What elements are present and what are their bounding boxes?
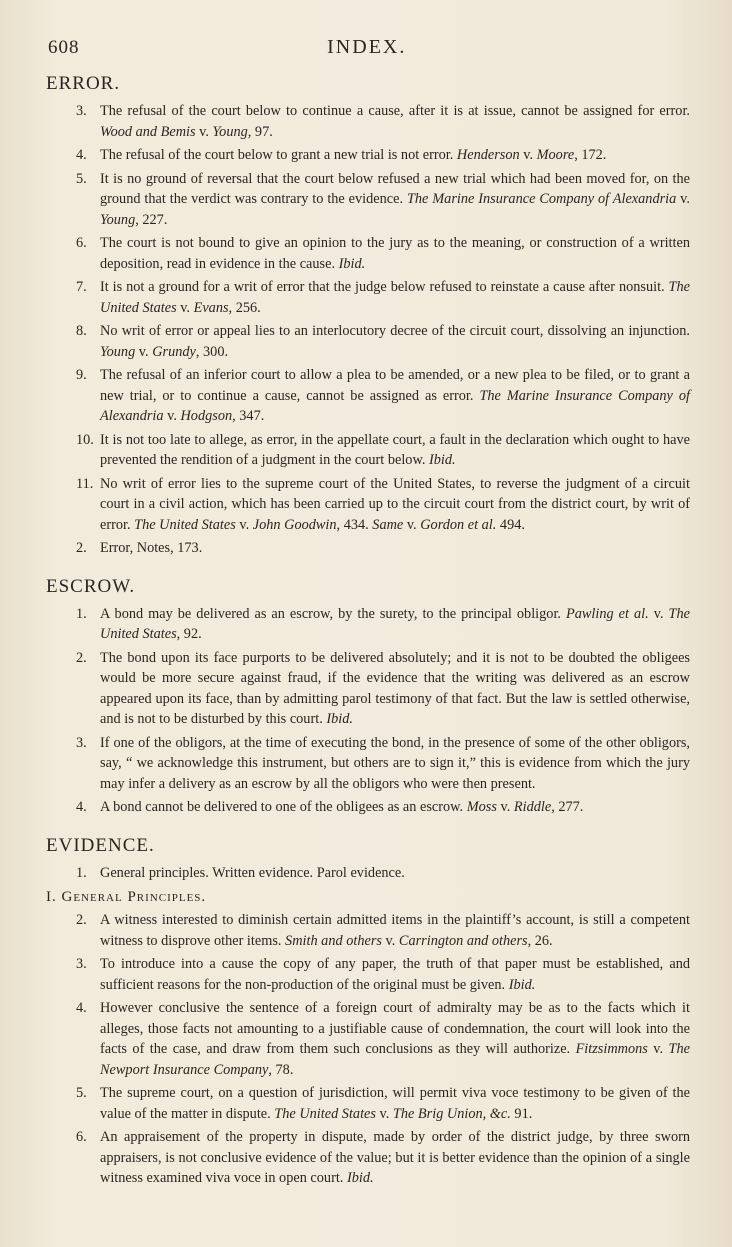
case-citation: Ibid. [338,255,366,272]
case-citation: The United States [134,516,236,533]
entry-text [100,1129,690,1186]
entry-text-run: The supreme court, on a question of jurisdiction, will permit viva voce testimony to be given of the value of the matter in dispute. [100,1085,690,1122]
case-citation: Hodgson [180,408,233,424]
entry-text-run: v. [176,299,194,316]
case-citation: The Marine Insurance Company of Alexandria [100,387,690,424]
entry-text-run: 91. [510,1105,533,1122]
case-citation: The United States [274,1105,376,1122]
entry-text-run: v. [403,516,421,533]
running-head [48,36,696,59]
entry-number: 1. [76,864,87,881]
entry-text-run: A witness interested to diminish certain admitted items in the plaintiff’s account, is still a competent witness to disprove other items. [100,912,690,949]
entry-text-run: A bond cannot be delivered to one of the obligees as an escrow. [100,799,467,815]
entry-number: 3. [76,103,87,119]
case-citation: Pawling et al. [566,605,649,622]
entry-number: 7. [76,279,87,295]
entry-text [100,103,690,140]
entry-number: 2. [76,540,87,556]
entry-text [100,956,690,993]
case-citation: Riddle [513,799,552,815]
entry-number: 1. [76,605,87,622]
case-citation: Fitzsimmons [575,1041,648,1057]
case-citation: Moss [466,799,497,815]
entry-text-run: , 347. [232,408,265,424]
entry-text-run: The court is not bound to give an opinion to the jury as to the meaning, or construction of a written deposition, read in evidence in the cause. [100,235,690,272]
case-citation: Young [212,123,248,140]
entry-text-run: , 97. [247,123,273,140]
entry-text-run: , 78. [268,1061,294,1078]
case-citation: Ibid. [429,452,456,468]
page-title: INDEX. [327,36,407,58]
entry-text-run: v. [519,147,537,163]
entry-text-run: v. [135,343,153,360]
entry-text-run: It is not too late to allege, as error, in the appellate court, a fault in the declaration which ought to have prevented the rendition of a judgment in the court below. [100,431,690,468]
entry-number: 4. [76,799,87,815]
entry-text [100,1000,690,1078]
entry-text [100,1085,690,1122]
case-citation: The United States [100,605,690,642]
entry-text-run: v. [676,191,690,207]
index-entry [48,797,696,818]
section-subheading: I. General Principles. [46,889,207,905]
index-entry [48,1127,696,1189]
entry-text-run: , 277. [551,799,584,815]
entry-text-run: , 300. [195,343,229,360]
entry-number: 4. [76,1000,87,1016]
case-citation: The Marine Insurance Company of Alexandria [406,191,677,207]
index-entry [48,365,696,427]
entry-text-run: A bond may be delivered as an escrow, by the surety, to the principal obligor. [100,605,566,622]
entry-text-run: v. [195,123,213,140]
entry-text-run: v. [235,516,253,533]
index-entry [48,648,696,730]
entry-text-run: An appraisement of the property in dispute, made by order of the district judge, by three sworn appraisers, is not conclusive evidence of the value; but it is better evidence than the opinion of a single witness examined viva voce in open court. [100,1129,690,1186]
index-entry [48,733,696,795]
case-citation: The Brig Union, &c. [392,1105,511,1122]
entry-text-run: v. [648,605,669,622]
index-entry [48,145,696,166]
entry-text-run: To introduce into a cause the copy of any paper, the truth of that paper must be established, and sufficient reasons for the non-production of the original must be given. [100,956,690,993]
entry-number: 5. [76,1085,87,1101]
entry-number: 6. [76,1129,87,1145]
case-citation: The United States [100,279,690,316]
case-citation: Evans [193,299,229,316]
entry-text [100,912,690,949]
index-content [48,73,696,1189]
index-entry [48,910,696,951]
case-citation: Gordon et al. [420,516,497,533]
entry-text [100,540,202,556]
entry-text-run: , 434. [336,516,373,533]
entry-text [100,235,690,272]
case-citation: Ibid. [346,1170,374,1186]
entry-text [100,432,690,469]
entry-number: 3. [76,734,87,751]
case-citation: Young [100,211,136,228]
index-entry [48,277,696,318]
entry-text [100,279,690,316]
entry-text-run: General principles. Written evidence. Parol evidence. [100,864,405,881]
entry-number: 2. [76,912,87,928]
entry-text-run: It is no ground of reversal that the court below refused a new trial which had been moved for, on the ground that the verdict was contrary to the evidence. [100,170,690,207]
case-citation: Young [100,343,136,360]
entry-text-run: v. [381,932,399,949]
case-citation: Same [372,516,404,533]
index-entry [48,954,696,995]
entry-number: 10. [76,431,94,448]
entry-text-run: , 172. [574,147,607,163]
section-heading: EVIDENCE. [46,834,155,856]
entry-text-run: The refusal of an inferior court to allow a plea to be amended, or a new plea to be filed, or to grant a new trial, or to continue a cause, cannot be assigned as error. [100,367,690,404]
entry-number: 11. [76,475,94,492]
entry-text [100,735,690,792]
section-gap [48,821,696,831]
entry-text [100,650,690,728]
case-citation: Wood and Bemis [100,123,196,140]
index-entry [48,430,696,471]
case-citation: The Newport Insurance Company [100,1041,690,1078]
index-entry [48,169,696,231]
entry-text [100,171,690,228]
index-entry [48,101,696,142]
entry-text-run: v. [647,1041,669,1057]
entry-text-run: The bond upon its face purports to be delivered absolutely; and it is not to be doubted the obligees would be more secure against fraud, if the evidence that the writing was delivered as an escrow appeared upon its face, than by admitting parol testimony of that fact. But the law is settled otherwise, and is not to be disturbed by this court. [100,649,690,727]
entry-text [100,367,690,424]
entry-text-run: v. [375,1105,393,1122]
case-citation: Carrington and others [398,932,528,949]
entry-text-run: v. [163,408,181,424]
index-entry [48,474,696,536]
entry-text [100,476,690,533]
case-citation: Smith and others [285,932,382,949]
entry-number: 6. [76,235,87,251]
entry-text-run: , 26. [527,932,553,949]
entry-text [100,606,690,643]
entry-text-run: v. [496,799,514,815]
entry-text-run: If one of the obligors, at the time of executing the bond, in the presence of some of the other obligors, say, “ we acknowledge this instrument, but others are to sign it,” this is evidence from which the jury may infer a delivery as an escrow by all the obligors who were then present. [100,734,690,792]
index-entry [48,233,696,274]
entry-text-run: , 227. [135,211,168,228]
entry-text-run: , 92. [176,626,202,642]
entry-text [100,323,690,360]
entry-number: 4. [76,147,87,163]
entry-number: 2. [76,649,87,666]
section-gap [48,562,696,572]
entry-number: 5. [76,170,87,187]
entry-text-run: It is not a ground for a writ of error that the judge below refused to reinstate a cause after nonsuit. [100,279,669,295]
entry-number: 8. [76,323,87,339]
index-entry [48,604,696,645]
entry-text [100,865,405,881]
entry-text-run: , 256. [228,299,261,316]
entry-text-run: No writ of error lies to the supreme court of the United States, to reverse the judgment of a circuit court in a civil action, which has been carried up to the circuit court from the district court, by writ of error. [100,475,690,533]
page-number: 608 [48,37,80,58]
case-citation: John Goodwin [252,516,337,533]
index-entry [48,1083,696,1124]
entry-text [100,799,583,815]
index-entry [48,863,696,884]
entry-number: 3. [76,956,87,972]
entry-text-run: The refusal of the court below to continue a cause, after it is at issue, cannot be assigned for error. [100,103,690,119]
entry-text-run: The refusal of the court below to grant a new trial is not error. [100,147,457,163]
case-citation: Ibid. [326,711,353,727]
entry-text-run: However conclusive the sentence of a foreign court of admiralty may be as to the facts which it alleges, those facts not amounting to a justifiable cause of condemnation, the court will look into the facts of the case, and draw from them such conclusions as they will authorize. [100,1000,690,1057]
case-citation: Grundy [152,343,196,360]
entry-text-run: No writ of error or appeal lies to an interlocutory decree of the circuit court, dissolving an injunction. [100,323,690,339]
case-citation: Moore [536,147,575,163]
section-heading: ERROR. [46,73,121,94]
entry-number: 9. [76,367,87,383]
entry-text-run: Error, Notes, 173. [100,540,203,556]
index-entry [48,321,696,362]
index-entry [48,998,696,1080]
case-citation: Ibid. [508,976,536,993]
entry-text [100,147,606,163]
entry-text-run: 494. [496,516,525,533]
section-heading: ESCROW. [46,575,136,597]
index-entry [48,538,696,559]
case-citation: Henderson [456,147,520,163]
